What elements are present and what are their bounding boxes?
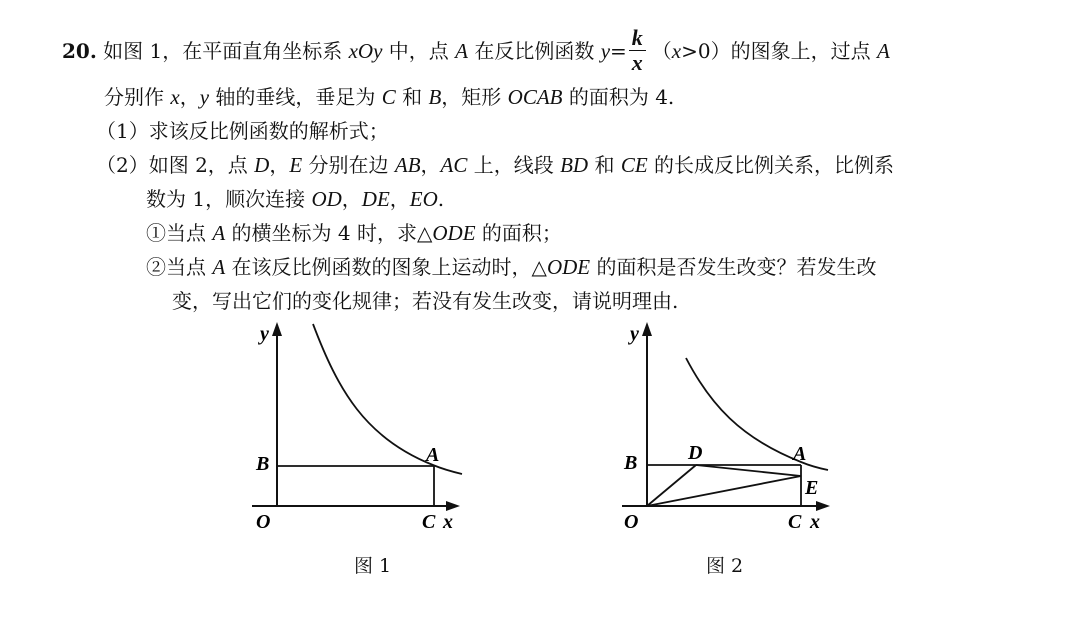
- label-x: x: [443, 511, 453, 533]
- text: ，: [179, 85, 200, 109]
- label-A: A: [793, 443, 807, 465]
- text: >0）的图象上，过点: [681, 39, 877, 63]
- text: 和: [588, 153, 621, 177]
- segment-OD: [647, 465, 696, 506]
- text: 变，写出它们的变化规律；若没有发生改变，请说明理由.: [172, 289, 679, 313]
- var: OD: [311, 187, 342, 211]
- var: A: [876, 39, 890, 63]
- text: ，: [389, 187, 410, 211]
- fraction-numerator: k: [629, 26, 646, 51]
- var: y: [600, 39, 611, 63]
- text: 如图 1，在平面直角坐标系: [103, 39, 349, 63]
- var: x: [170, 85, 180, 109]
- label-y: y: [260, 323, 269, 345]
- problem-line-6: [146, 218, 562, 248]
- var: xOy: [348, 39, 383, 63]
- text: ，矩形: [441, 85, 508, 109]
- problem-number: 20.: [62, 39, 97, 63]
- label-y: y: [630, 323, 639, 345]
- var: C: [381, 85, 396, 109]
- problem-line-8: [172, 286, 678, 316]
- text: （2）如图 2，点: [96, 153, 255, 177]
- var: y: [199, 85, 210, 109]
- figure-2-graph: [610, 318, 850, 538]
- label-C: C: [788, 511, 802, 533]
- text: 和: [395, 85, 429, 109]
- problem-line-3: [96, 116, 389, 146]
- var: x: [671, 39, 682, 63]
- var: A: [212, 255, 226, 279]
- x-axis-arrow: [446, 501, 460, 511]
- var: ODE: [546, 255, 591, 279]
- var: AC: [440, 153, 468, 177]
- text: 轴的垂线，垂足为: [209, 85, 382, 109]
- var: EO: [409, 187, 438, 211]
- label-O: O: [256, 511, 271, 533]
- text: ，: [420, 153, 441, 177]
- label-C: C: [422, 511, 436, 533]
- var: CE: [620, 153, 648, 177]
- text: 在该反比例函数的图象上运动时，△: [225, 255, 547, 279]
- text: 上，线段: [467, 153, 561, 177]
- var: AB: [394, 153, 421, 177]
- equals: =: [610, 39, 627, 63]
- text: （1）求该反比例函数的解析式；: [96, 119, 389, 143]
- y-axis-arrow: [272, 322, 282, 336]
- label-O: O: [624, 511, 639, 533]
- segment-EO: [647, 476, 801, 506]
- label-E: E: [805, 477, 819, 499]
- var: A: [212, 221, 226, 245]
- text: ②当点: [146, 255, 213, 279]
- text: 数为 1，顺次连接: [146, 187, 312, 211]
- var: OCAB: [507, 85, 563, 109]
- var: BD: [560, 153, 589, 177]
- text: 中，点: [382, 39, 456, 63]
- var: A: [455, 39, 468, 63]
- text: 的面积；: [475, 221, 562, 245]
- text: 的长成反比例关系，比例系: [647, 153, 895, 177]
- label-B: B: [624, 452, 638, 474]
- segment-DE: [696, 465, 801, 476]
- text: 的面积为 4.: [562, 85, 675, 109]
- problem-line-4: [96, 150, 894, 180]
- var: D: [254, 153, 270, 177]
- y-axis-arrow: [642, 322, 652, 336]
- problem-line-5: [146, 184, 444, 214]
- figure-1-caption: 图 1: [354, 555, 392, 577]
- text: 分别在边: [302, 153, 395, 177]
- text: 的横坐标为 4 时，求△: [225, 221, 433, 245]
- figure-2-caption: 图 2: [706, 555, 744, 577]
- x-axis-arrow: [816, 501, 830, 511]
- text: ，: [341, 187, 362, 211]
- label-D: D: [688, 442, 703, 464]
- var: E: [289, 153, 303, 177]
- problem-line-2: [104, 82, 674, 112]
- text: ①当点: [146, 221, 213, 245]
- fraction-k-over-x: [629, 26, 646, 75]
- text: .: [437, 187, 445, 211]
- fraction-denominator: x: [631, 50, 643, 75]
- hyperbola-curve: [686, 358, 828, 470]
- var: B: [428, 85, 442, 109]
- problem-line-7: [146, 252, 876, 282]
- hyperbola-curve: [313, 324, 462, 474]
- var: DE: [361, 187, 390, 211]
- problem-line-1: [62, 25, 890, 77]
- label-B: B: [256, 453, 270, 475]
- text: 的面积是否发生改变？若发生改: [590, 255, 877, 279]
- label-A: A: [426, 444, 440, 466]
- var: ODE: [432, 221, 476, 245]
- label-x: x: [810, 511, 820, 533]
- text: 分别作: [104, 85, 171, 109]
- text: ，: [269, 153, 290, 177]
- text: 在反比例函数: [467, 39, 601, 63]
- figure-1-graph: [240, 318, 480, 538]
- text: （: [651, 39, 672, 63]
